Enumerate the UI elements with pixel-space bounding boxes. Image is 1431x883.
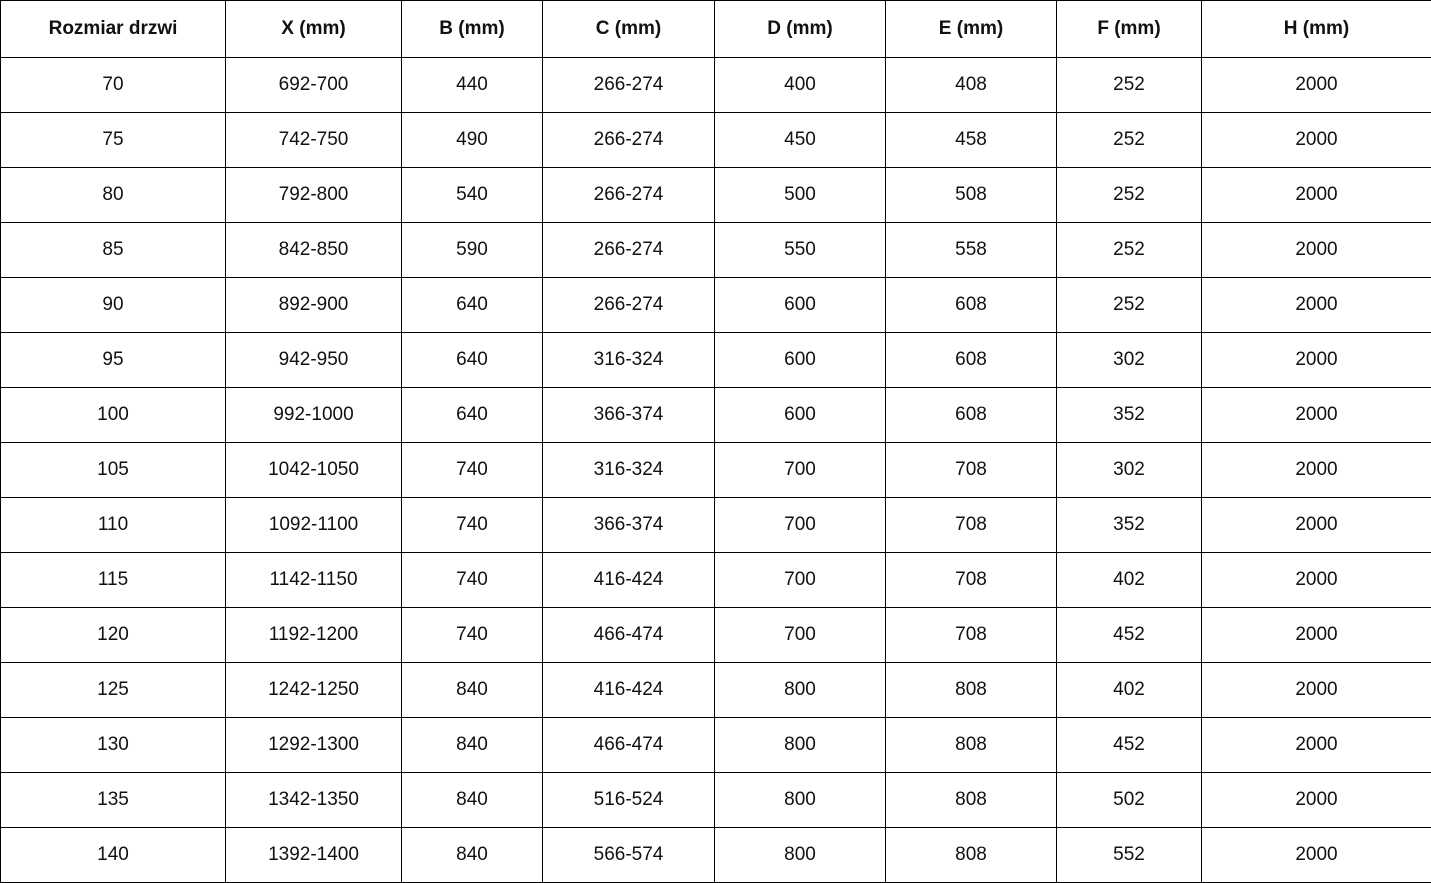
table-row xyxy=(1,388,1431,443)
cell-x: 892-900 xyxy=(226,278,402,333)
cell-c: 266-274 xyxy=(543,278,715,333)
table-row xyxy=(1,553,1431,608)
cell-f: 252 xyxy=(1057,278,1202,333)
cell-x: 942-950 xyxy=(226,333,402,388)
table-row xyxy=(1,223,1431,278)
cell-e: 808 xyxy=(886,828,1057,883)
cell-f: 452 xyxy=(1057,608,1202,663)
cell-d: 500 xyxy=(715,168,886,223)
cell-b: 640 xyxy=(402,388,543,443)
cell-x: 1142-1150 xyxy=(226,553,402,608)
column-header-door-size: Rozmiar drzwi xyxy=(1,1,226,58)
cell-d: 400 xyxy=(715,58,886,113)
cell-h: 2000 xyxy=(1202,168,1431,223)
cell-d: 800 xyxy=(715,718,886,773)
cell-f: 302 xyxy=(1057,443,1202,498)
table-row xyxy=(1,663,1431,718)
cell-h: 2000 xyxy=(1202,388,1431,443)
cell-x: 842-850 xyxy=(226,223,402,278)
cell-e: 558 xyxy=(886,223,1057,278)
cell-e: 608 xyxy=(886,333,1057,388)
cell-door-size: 70 xyxy=(1,58,226,113)
cell-f: 252 xyxy=(1057,113,1202,168)
table-row xyxy=(1,278,1431,333)
cell-x: 792-800 xyxy=(226,168,402,223)
cell-d: 700 xyxy=(715,608,886,663)
column-header-b: B (mm) xyxy=(402,1,543,58)
cell-e: 808 xyxy=(886,718,1057,773)
cell-door-size: 75 xyxy=(1,113,226,168)
table-body xyxy=(1,58,1431,883)
cell-c: 416-424 xyxy=(543,553,715,608)
cell-c: 566-574 xyxy=(543,828,715,883)
cell-e: 808 xyxy=(886,773,1057,828)
column-header-e: E (mm) xyxy=(886,1,1057,58)
cell-f: 252 xyxy=(1057,168,1202,223)
table-header-row xyxy=(1,1,1431,58)
cell-d: 700 xyxy=(715,553,886,608)
cell-b: 740 xyxy=(402,443,543,498)
table-row xyxy=(1,333,1431,388)
cell-c: 466-474 xyxy=(543,608,715,663)
cell-x: 692-700 xyxy=(226,58,402,113)
cell-b: 740 xyxy=(402,498,543,553)
table-row xyxy=(1,498,1431,553)
cell-door-size: 85 xyxy=(1,223,226,278)
cell-f: 502 xyxy=(1057,773,1202,828)
cell-h: 2000 xyxy=(1202,718,1431,773)
cell-c: 466-474 xyxy=(543,718,715,773)
column-header-c: C (mm) xyxy=(543,1,715,58)
cell-h: 2000 xyxy=(1202,223,1431,278)
cell-h: 2000 xyxy=(1202,828,1431,883)
cell-e: 708 xyxy=(886,498,1057,553)
cell-b: 640 xyxy=(402,278,543,333)
cell-h: 2000 xyxy=(1202,278,1431,333)
cell-door-size: 90 xyxy=(1,278,226,333)
cell-d: 800 xyxy=(715,773,886,828)
cell-door-size: 105 xyxy=(1,443,226,498)
cell-b: 590 xyxy=(402,223,543,278)
cell-h: 2000 xyxy=(1202,663,1431,718)
cell-d: 600 xyxy=(715,388,886,443)
cell-x: 1042-1050 xyxy=(226,443,402,498)
cell-d: 700 xyxy=(715,498,886,553)
cell-door-size: 110 xyxy=(1,498,226,553)
cell-f: 302 xyxy=(1057,333,1202,388)
cell-e: 608 xyxy=(886,278,1057,333)
cell-h: 2000 xyxy=(1202,443,1431,498)
cell-door-size: 120 xyxy=(1,608,226,663)
cell-c: 266-274 xyxy=(543,168,715,223)
cell-c: 366-374 xyxy=(543,388,715,443)
cell-d: 600 xyxy=(715,333,886,388)
cell-c: 366-374 xyxy=(543,498,715,553)
cell-x: 1292-1300 xyxy=(226,718,402,773)
cell-b: 840 xyxy=(402,718,543,773)
cell-e: 808 xyxy=(886,663,1057,718)
cell-d: 800 xyxy=(715,663,886,718)
cell-c: 266-274 xyxy=(543,223,715,278)
cell-c: 266-274 xyxy=(543,58,715,113)
cell-f: 352 xyxy=(1057,388,1202,443)
cell-c: 316-324 xyxy=(543,443,715,498)
cell-h: 2000 xyxy=(1202,113,1431,168)
cell-x: 1192-1200 xyxy=(226,608,402,663)
cell-d: 600 xyxy=(715,278,886,333)
column-header-f: F (mm) xyxy=(1057,1,1202,58)
cell-d: 450 xyxy=(715,113,886,168)
cell-f: 552 xyxy=(1057,828,1202,883)
cell-f: 402 xyxy=(1057,663,1202,718)
cell-f: 402 xyxy=(1057,553,1202,608)
cell-c: 316-324 xyxy=(543,333,715,388)
cell-h: 2000 xyxy=(1202,773,1431,828)
cell-door-size: 95 xyxy=(1,333,226,388)
cell-door-size: 80 xyxy=(1,168,226,223)
column-header-x: X (mm) xyxy=(226,1,402,58)
cell-e: 708 xyxy=(886,443,1057,498)
table-header xyxy=(1,1,1431,58)
cell-d: 550 xyxy=(715,223,886,278)
cell-b: 490 xyxy=(402,113,543,168)
cell-b: 840 xyxy=(402,663,543,718)
cell-e: 408 xyxy=(886,58,1057,113)
cell-e: 508 xyxy=(886,168,1057,223)
column-header-d: D (mm) xyxy=(715,1,886,58)
cell-x: 1092-1100 xyxy=(226,498,402,553)
cell-e: 708 xyxy=(886,553,1057,608)
cell-d: 800 xyxy=(715,828,886,883)
cell-door-size: 100 xyxy=(1,388,226,443)
table-row xyxy=(1,718,1431,773)
table-row xyxy=(1,443,1431,498)
cell-x: 992-1000 xyxy=(226,388,402,443)
cell-door-size: 130 xyxy=(1,718,226,773)
cell-e: 608 xyxy=(886,388,1057,443)
table-row xyxy=(1,168,1431,223)
cell-d: 700 xyxy=(715,443,886,498)
cell-x: 1392-1400 xyxy=(226,828,402,883)
cell-h: 2000 xyxy=(1202,498,1431,553)
table-row xyxy=(1,773,1431,828)
cell-c: 266-274 xyxy=(543,113,715,168)
cell-b: 840 xyxy=(402,828,543,883)
table-row xyxy=(1,828,1431,883)
cell-h: 2000 xyxy=(1202,58,1431,113)
cell-f: 452 xyxy=(1057,718,1202,773)
cell-b: 440 xyxy=(402,58,543,113)
cell-h: 2000 xyxy=(1202,553,1431,608)
cell-b: 640 xyxy=(402,333,543,388)
cell-x: 742-750 xyxy=(226,113,402,168)
cell-door-size: 140 xyxy=(1,828,226,883)
cell-b: 840 xyxy=(402,773,543,828)
cell-b: 540 xyxy=(402,168,543,223)
cell-f: 252 xyxy=(1057,223,1202,278)
cell-x: 1242-1250 xyxy=(226,663,402,718)
cell-h: 2000 xyxy=(1202,333,1431,388)
cell-b: 740 xyxy=(402,608,543,663)
cell-b: 740 xyxy=(402,553,543,608)
cell-door-size: 135 xyxy=(1,773,226,828)
cell-door-size: 125 xyxy=(1,663,226,718)
table-row xyxy=(1,58,1431,113)
table-row xyxy=(1,608,1431,663)
cell-e: 708 xyxy=(886,608,1057,663)
cell-f: 252 xyxy=(1057,58,1202,113)
table-row xyxy=(1,113,1431,168)
cell-door-size: 115 xyxy=(1,553,226,608)
cell-x: 1342-1350 xyxy=(226,773,402,828)
cell-e: 458 xyxy=(886,113,1057,168)
cell-c: 516-524 xyxy=(543,773,715,828)
column-header-h: H (mm) xyxy=(1202,1,1431,58)
cell-c: 416-424 xyxy=(543,663,715,718)
cell-f: 352 xyxy=(1057,498,1202,553)
cell-h: 2000 xyxy=(1202,608,1431,663)
